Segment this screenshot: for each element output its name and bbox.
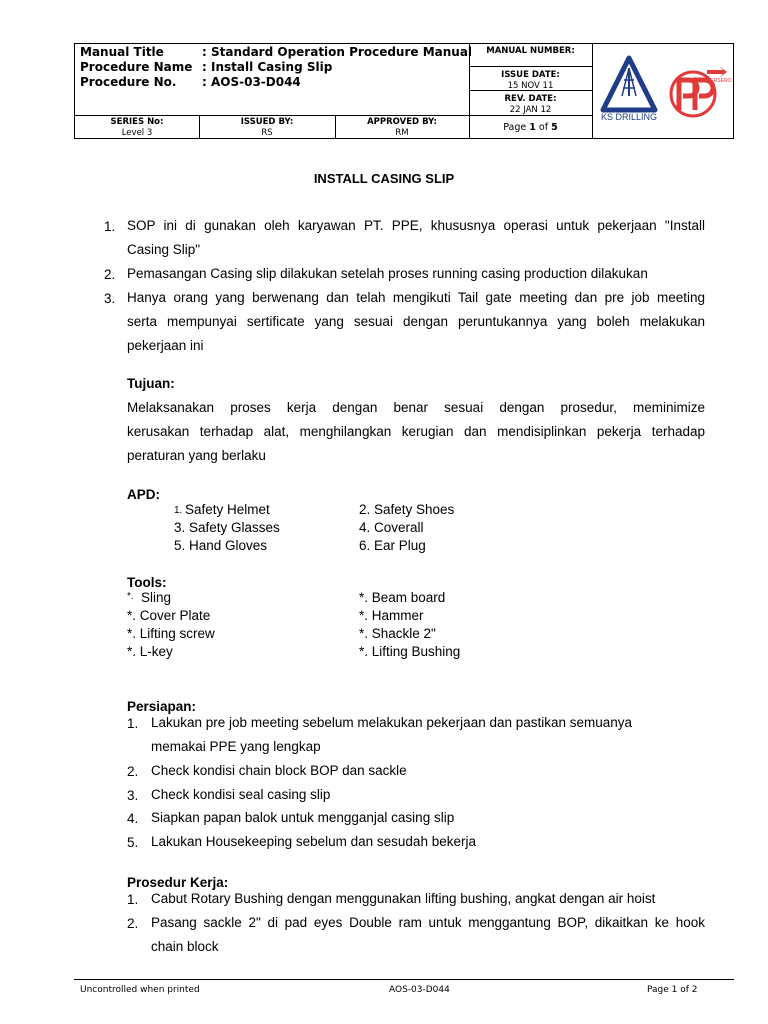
footer-left: Uncontrolled when printed: [80, 985, 200, 995]
logo2-text: PERSERO: [707, 78, 732, 84]
intro-item-2-num: 2.: [104, 267, 116, 282]
apd-item-1: Safety Helmet: [185, 502, 270, 517]
footer-rule: [74, 979, 734, 980]
issued-by-value: RS: [261, 128, 273, 138]
ks-drilling-logo: [597, 52, 661, 122]
apd-item-6: 6. Ear Plug: [359, 538, 426, 553]
apd-heading: APD:: [127, 487, 160, 502]
persiapan-item-3-num: 3.: [127, 788, 139, 803]
persiapan-item-1-num: 1.: [127, 716, 139, 731]
persiapan-item-4-line-1: Siapkan papan balok untuk mengganjal casing slip: [151, 810, 455, 825]
manual-title-value: : Standard Operation Procedure Manual: [202, 45, 473, 59]
tools-item-6: *. Shackle 2": [359, 626, 436, 641]
issued-by-label: ISSUED BY:: [240, 117, 294, 127]
footer-center: AOS-03-D044: [389, 985, 450, 995]
prosedur-item-1-line-1: Cabut Rotary Bushing dengan menggunakan lifting bushing, angkat dengan air hoist: [151, 891, 656, 906]
intro-item-1-line-1: SOP ini di gunakan oleh karyawan PT. PPE, khususnya operasi untuk pekerjaan "Install: [127, 218, 705, 233]
ks-drilling-text: KS DRILLING: [600, 112, 658, 122]
prosedur-item-2-line-1: Pasang sackle 2" di pad eyes Double ram untuk menggantung BOP, dikaitkan ke hook: [151, 915, 705, 930]
footer-right: Page 1 of 2: [647, 985, 698, 995]
rev-date-label: REV. DATE:: [504, 94, 557, 104]
issue-date-value: 15 NOV 11: [507, 81, 554, 91]
manual-title-label: Manual Title: [80, 45, 164, 59]
intro-item-1-num: 1.: [104, 219, 116, 234]
procedure-no-value: : AOS-03-D044: [202, 75, 301, 89]
prosedur-item-1-num: 1.: [127, 892, 139, 907]
intro-item-3-num: 3.: [104, 291, 116, 306]
prosedur-item-2-num: 2.: [127, 916, 139, 931]
tujuan-line-1: Melaksanakan proses kerja dengan benar sesuai dengan prosedur, meminimize: [127, 400, 705, 415]
apd-item-2: 2. Safety Shoes: [359, 502, 455, 517]
tools-item-7: *. L-key: [127, 644, 173, 659]
persiapan-item-3-line-1: Check kondisi seal casing slip: [151, 787, 331, 802]
page-title: INSTALL CASING SLIP: [313, 171, 455, 186]
series-label: SERIES No:: [110, 117, 164, 127]
procedure-name-value: : Install Casing Slip: [202, 60, 333, 74]
apd-item-3: 3. Safety Glasses: [174, 520, 280, 535]
persiapan-heading: Persiapan:: [127, 699, 197, 714]
intro-item-1-line-2: Casing Slip": [127, 242, 201, 257]
tools-heading: Tools:: [127, 575, 167, 590]
tujuan-line-2: kerusakan terhadap alat, menghilangkan kerugian dan mendisiplinkan pekerja terhadap: [127, 424, 705, 439]
persiapan-item-1-line-1: Lakukan pre job meeting sebelum melakukan pekerjaan dan pastikan semuanya: [151, 715, 633, 730]
tools-item-1-bullet: *.: [127, 591, 134, 602]
intro-item-3-line-3: pekerjaan ini: [127, 338, 204, 353]
prosedur-item-2-line-2: chain block: [151, 939, 219, 954]
persiapan-item-2-line-1: Check kondisi chain block BOP dan sackle: [151, 763, 407, 778]
document-header-table: [74, 43, 734, 139]
tools-item-8: *. Lifting Bushing: [359, 644, 461, 659]
tools-item-5: *. Lifting screw: [127, 626, 215, 641]
persiapan-item-2-num: 2.: [127, 764, 139, 779]
intro-item-2-line-1: Pemasangan Casing slip dilakukan setelah proses running casing production dilakukan: [127, 266, 648, 281]
tools-item-2: *. Beam board: [359, 590, 446, 605]
series-value: Level 3: [121, 128, 153, 138]
approved-by-value: RM: [395, 128, 409, 138]
tools-item-1: Sling: [141, 590, 172, 605]
persiapan-item-4-num: 4.: [127, 811, 139, 826]
manual-number-label: MANUAL NUMBER:: [486, 46, 575, 56]
issue-date-label: ISSUE DATE:: [501, 70, 560, 80]
pertamina-p-logo: [663, 66, 732, 118]
prosedur-heading: Prosedur Kerja:: [127, 875, 229, 890]
persiapan-item-5-num: 5.: [127, 835, 139, 850]
approved-by-label: APPROVED BY:: [367, 117, 437, 127]
page-indicator: Page 1 of 5: [503, 122, 558, 133]
tujuan-line-3: peraturan yang berlaku: [127, 448, 266, 463]
intro-item-3-line-2: serta mempunyai sertificate yang sesuai dengan peruntukannya yang boleh melakukan: [127, 314, 705, 329]
apd-item-4: 4. Coverall: [359, 520, 424, 535]
rev-date-value: 22 JAN 12: [509, 105, 552, 115]
tools-item-4: *. Hammer: [359, 608, 424, 623]
apd-item-1-num: 1.: [174, 505, 183, 516]
procedure-no-label: Procedure No.: [80, 75, 177, 89]
apd-item-5: 5. Hand Gloves: [174, 538, 268, 553]
persiapan-item-1-line-2: memakai PPE yang lengkap: [151, 739, 321, 754]
persiapan-item-5-line-1: Lakukan Housekeeping sebelum dan sesudah bekerja: [151, 834, 476, 849]
tools-item-3: *. Cover Plate: [127, 608, 211, 623]
tujuan-heading: Tujuan:: [127, 376, 175, 391]
procedure-name-label: Procedure Name: [80, 60, 193, 74]
intro-item-3-line-1: Hanya orang yang berwenang dan telah mengikuti Tail gate meeting dan pre job meeting: [127, 290, 705, 305]
